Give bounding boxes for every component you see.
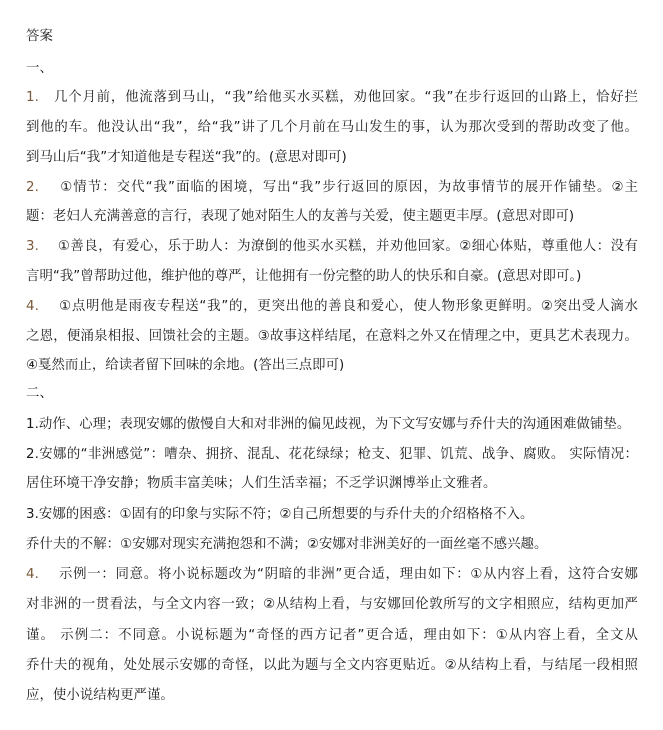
q1-line-2: 到他的车。他没认出“我”，给“我”讲了几个月前在马山发生的事，认为那次受到的帮助改变了他。: [26, 120, 638, 135]
q1-line-1: [26, 89, 638, 107]
q4-line-3: ④戛然而止，给读者留下回味的余地。(答出三点即可): [26, 358, 345, 373]
part2-q3-line-1: 3.安娜的困惑：①固有的印象与实际不符；②自己所想要的与乔什夫的介绍格格不入。: [26, 507, 534, 522]
q2-number: 2.: [26, 180, 39, 195]
part2-q4-number: 4.: [26, 567, 39, 582]
q2-line-2: 题：老妇人充满善意的言行，表现了她对陌生人的友善与关爱，使主题更丰厚。(意思对即可): [26, 209, 575, 224]
q3-line-1: [26, 238, 638, 256]
part2-q4-line-1: [26, 566, 638, 584]
part2-q4-line-5: 应，使小说结构更严谨。: [26, 688, 174, 703]
part2-q3-line-2: 乔什夫的不解：①安娜对现实充满抱怨和不满；②安娜对非洲美好的一面丝毫不感兴趣。: [26, 537, 548, 552]
part2-q4-line-4: 乔什夫的视角，处处展示安娜的奇怪，以此为题与全文内容更贴近。②从结构上看，与结尾一段相照: [26, 658, 638, 673]
q1-text-1: 几个月前，他流落到马山，“我”给他买水买糕，劝他回家。“我”在步行返回的山路上，恰好拦: [54, 90, 639, 105]
q4-text-1: ①点明他是雨夜专程送“我”的，更突出他的善良和爱心，使人物形象更鲜明。②突出受人滴水: [59, 299, 638, 314]
q4-line-2: 之恩，便涌泉相报、回馈社会的主题。③故事这样结尾，在意料之外又在情理之中，更具艺术表现力。: [26, 329, 638, 344]
q4-line-1: [26, 298, 638, 316]
part2-q4-text-1: 示例一：同意。将小说标题改为“阴暗的非洲”更合适，理由如下：①从内容上看，这符合安娜: [58, 567, 638, 582]
part2-q4-line-2: 对非洲的一贯看法，与全文内容一致；②从结构上看，与安娜回伦敦所写的文字相照应，结构更加严: [26, 597, 638, 612]
q4-number: 4.: [26, 299, 39, 314]
part2-q4-line-3: 谨。 示例二：不同意。小说标题为“奇怪的西方记者”更合适，理由如下：①从内容上看，全文从: [26, 628, 638, 643]
section-two-heading: 二、: [26, 386, 53, 401]
q1-line-3: 到马山后“我”才知道他是专程送“我”的。(意思对即可): [26, 150, 347, 165]
part2-q1: 1.动作、心理；表现安娜的傲慢自大和对非洲的偏见歧视，为下文写安娜与乔什夫的沟通困难做铺垫。: [26, 417, 631, 432]
q3-text-1: ①善良，有爱心，乐于助人：为潦倒的他买水买糕，并劝他回家。②细心体贴，尊重他人：没有: [57, 239, 639, 254]
part2-q2-line-1: 2.安娜的“非洲感觉”：嘈杂、拥挤、混乱、花花绿绿；枪支、犯罪、饥荒、战争、腐败。 实际情况：: [26, 447, 638, 462]
q2-text-1: ①情节：交代“我”面临的困境，写出“我”步行返回的原因，为故事情节的展开作铺垫。②主: [60, 180, 638, 195]
q1-number: 1.: [26, 90, 39, 105]
part2-q2-line-2: 居住环境干净安静；物质丰富美味；人们生活幸福；不乏学识渊博举止文雅者。: [26, 476, 497, 491]
q2-line-1: [26, 179, 638, 197]
section-one-heading: 一、: [26, 61, 53, 76]
doc-title: 答案: [26, 29, 53, 44]
q3-number: 3.: [26, 239, 39, 254]
q3-line-2: 言明“我”曾帮助过他，维护他的尊严，让他拥有一份完整的助人的快乐和自豪。(意思对即可。): [26, 269, 582, 284]
